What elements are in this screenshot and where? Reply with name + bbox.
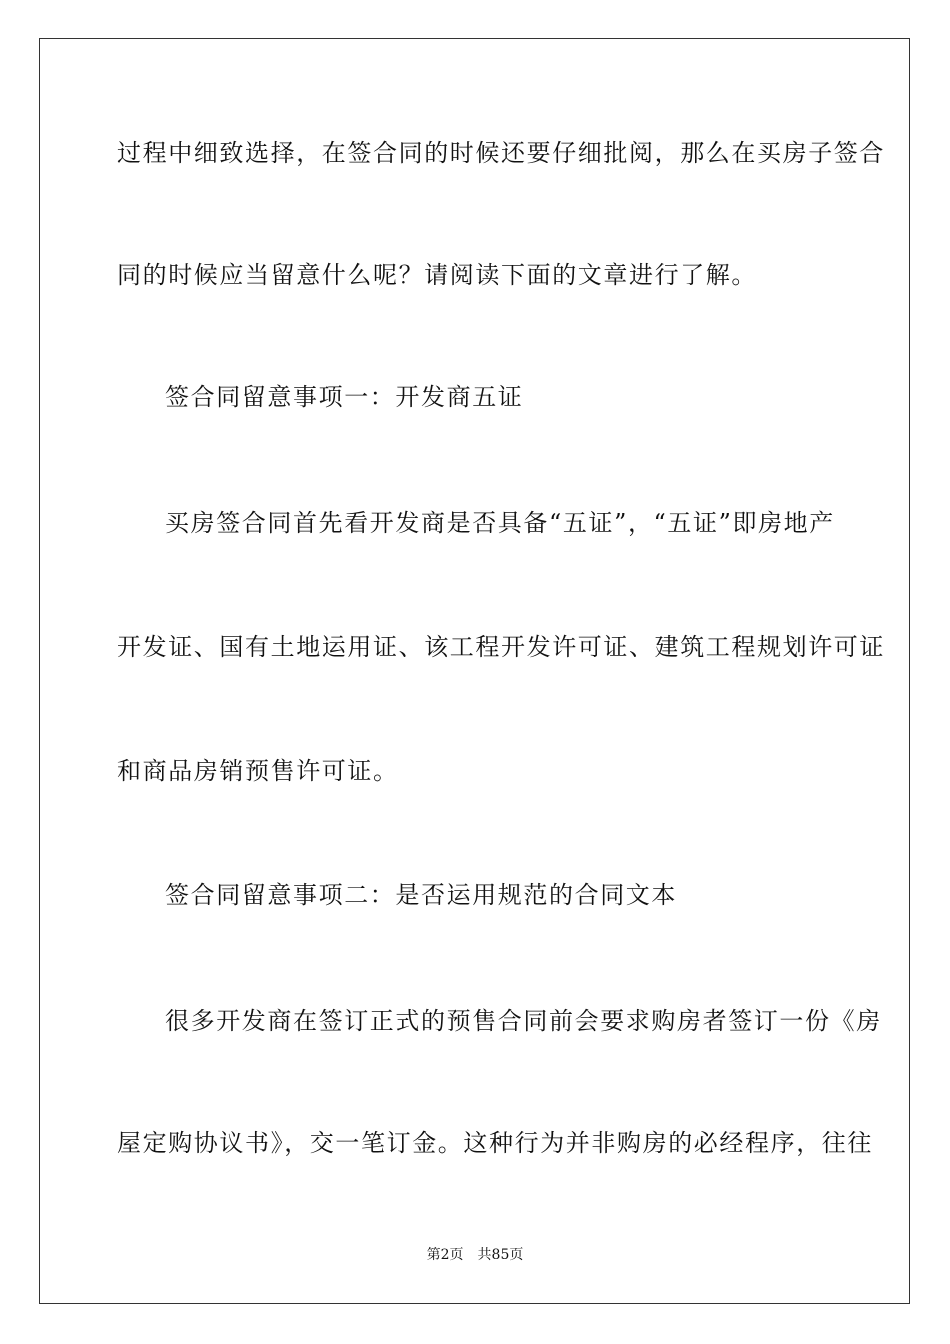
body-text-line: 买房签合同首先看开发商是否具备“五证”，“五证”即房地产 [165, 509, 835, 537]
page-total: 共85页 [477, 1247, 524, 1263]
section-heading: 签合同留意事项一：开发商五证 [165, 383, 524, 411]
section-heading: 签合同留意事项二：是否运用规范的合同文本 [165, 881, 677, 909]
body-text-line: 很多开发商在签订正式的预售合同前会要求购房者签订一份《房 [165, 1007, 882, 1035]
body-text-line: 屋定购协议书》，交一笔订金。这种行为并非购房的必经程序，往往 [117, 1129, 873, 1157]
page-number: 第2页 [426, 1247, 464, 1263]
body-text-line: 和商品房销预售许可证。 [117, 757, 399, 785]
page-border [39, 38, 910, 1304]
body-text-line: 同的时候应当留意什么呢？请阅读下面的文章进行了解。 [117, 261, 757, 289]
body-text-line: 过程中细致选择，在签合同的时候还要仔细批阅，那么在买房子签合 [117, 139, 885, 167]
page-footer [0, 1246, 950, 1264]
body-text-line: 开发证、国有土地运用证、该工程开发许可证、建筑工程规划许可证 [117, 633, 885, 661]
